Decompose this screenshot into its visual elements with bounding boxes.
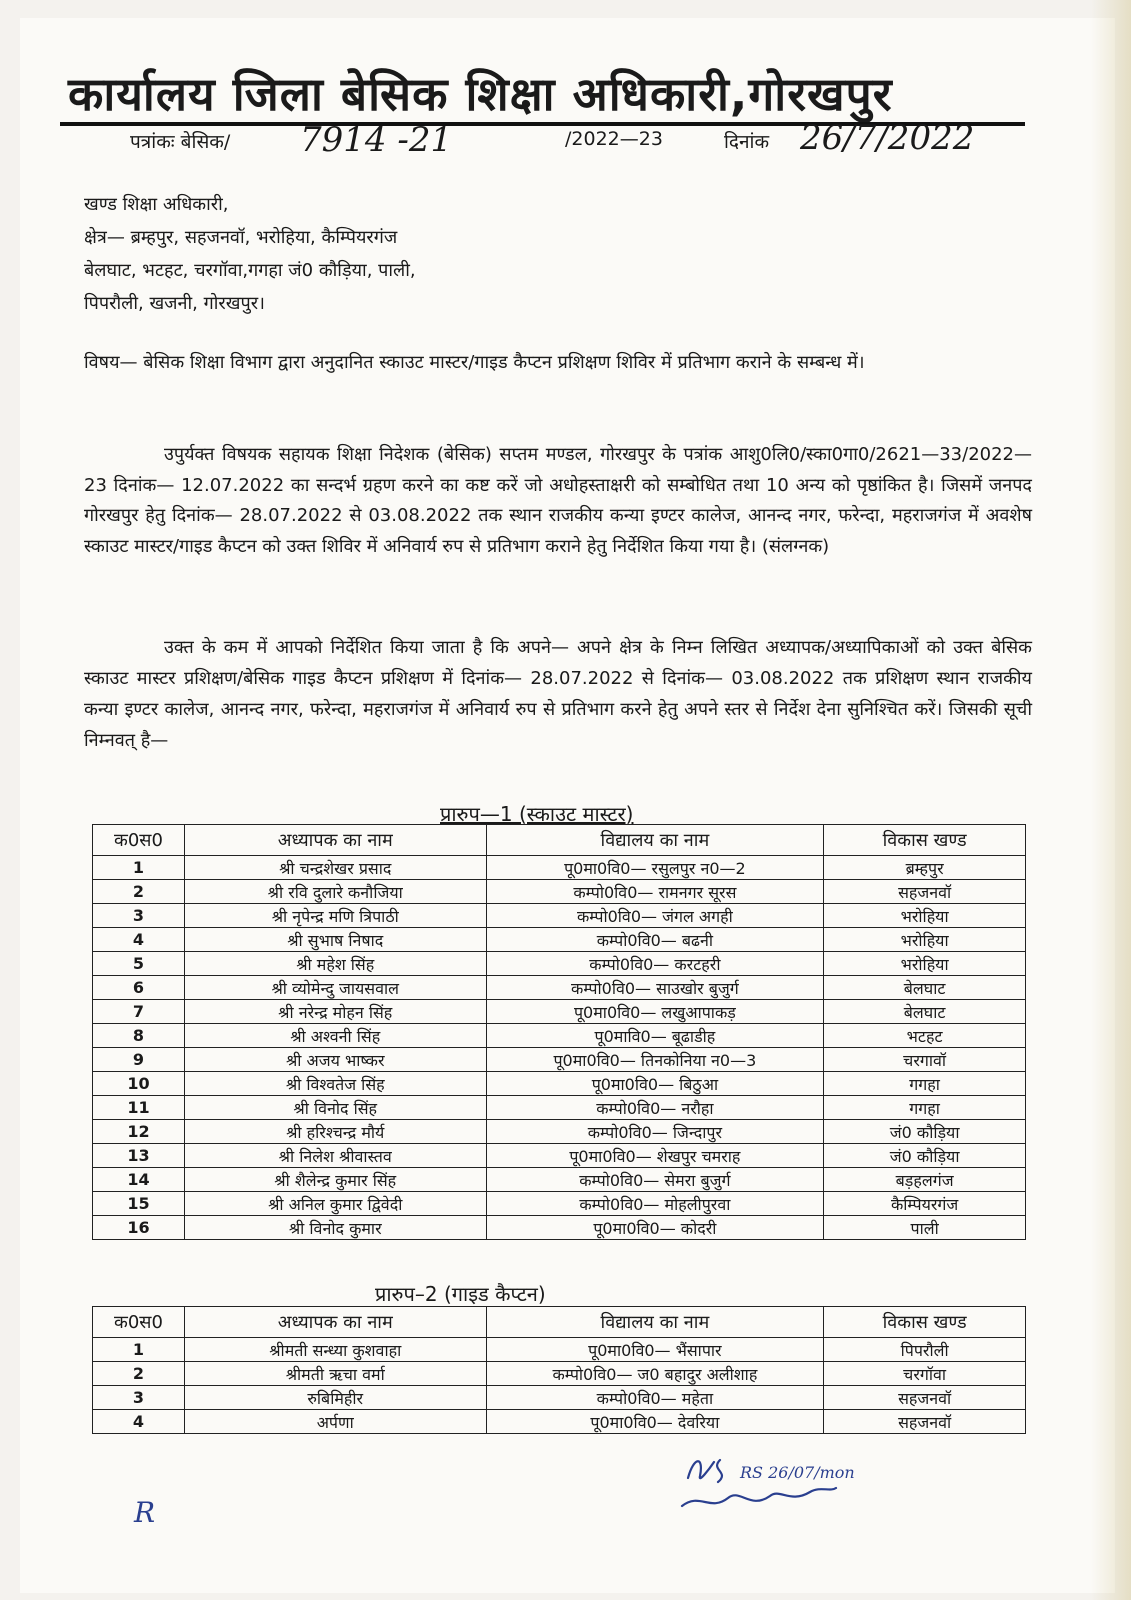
- school-name-cell: पू0मा0वि0— रसुलपुर न0—2: [486, 856, 824, 880]
- teacher-name-cell: अर्पणा: [184, 1410, 486, 1434]
- block-cell: बेलघाट: [824, 1000, 1026, 1024]
- table2-header-cell: क0स0: [93, 1307, 185, 1338]
- table1-header-cell: क0स0: [93, 825, 185, 856]
- block-cell: ब्रम्हपुर: [824, 856, 1026, 880]
- mark-text: R: [134, 1496, 156, 1529]
- table-row: [93, 928, 1026, 952]
- table-row: [93, 1072, 1026, 1096]
- page-edge-shade: [1091, 0, 1131, 1600]
- block-cell: सहजनवॉ: [824, 1386, 1026, 1410]
- school-name-cell: पू0मा0वि0— बिठुआ: [486, 1072, 824, 1096]
- table2-header-row: [93, 1307, 1026, 1338]
- block-cell: बड़हलगंज: [824, 1168, 1026, 1192]
- teacher-name-cell: श्री अश्वनी सिंह: [184, 1024, 486, 1048]
- school-name-cell: कम्पो0वि0— महेता: [486, 1386, 824, 1410]
- school-name-cell: कम्पो0वि0— ज0 बहादुर अलीशाह: [486, 1362, 824, 1386]
- school-name-cell: पू0मा0वि0— तिनकोनिया न0—3: [486, 1048, 824, 1072]
- ref-label: पत्रांकः बेसिक/: [130, 131, 231, 153]
- block-cell: कैम्पियरगंज: [824, 1192, 1026, 1216]
- school-name-cell: कम्पो0वि0— रामनगर सूरस: [486, 880, 824, 904]
- teacher-name-cell: श्री व्योमेन्दु जायसवाल: [184, 976, 486, 1000]
- serial-cell: 4: [93, 928, 185, 952]
- teacher-name-cell: श्री विश्वतेज सिंह: [184, 1072, 486, 1096]
- school-name-cell: पू0मा0वि0— लखुआपाकड़: [486, 1000, 824, 1024]
- teacher-name-cell: श्री नृपेन्द्र मणि त्रिपाठी: [184, 904, 486, 928]
- handwritten-signature: [680, 1448, 855, 1518]
- serial-cell: 15: [93, 1192, 185, 1216]
- serial-cell: 4: [93, 1410, 185, 1434]
- serial-cell: 3: [93, 904, 185, 928]
- table-row: [93, 1168, 1026, 1192]
- table-row: [93, 952, 1026, 976]
- serial-cell: 10: [93, 1072, 185, 1096]
- table1-header-cell: विकास खण्ड: [824, 825, 1026, 856]
- guide-captain-table: [92, 1306, 1026, 1434]
- body-paragraph-1: उपुर्यक्त विषयक सहायक शिक्षा निदेशक (बेसिक) सप्तम मण्डल, गोरखपुर के पत्रांक आशु0लि0/स्का0गा0/2621—33/2022—23 दिनांक— 12.07.2022 का सन्दर्भ ग्रहण करने का कष्ट करें जो अधोहस्ताक्षरी को सम्बोधित तथा 10 अन्य को पृष्ठांकित है। जिसमें जनपद गोरखपुर हेतु दिनांक— 28.07.2022 से 03.08.2022 तक स्थान राजकीय कन्या इण्टर कालेज, आनन्द नगर, फरेन्दा, महराजगंज में अवशेष स्काउट मास्टर/गाइड कैप्टन को उक्त शिविर में अनिवार्य रुप से प्रतिभाग कराने हेतु निर्देशित किया गया है। (संलग्नक): [84, 444, 1032, 557]
- block-cell: सहजनवॉ: [824, 1410, 1026, 1434]
- school-name-cell: पू0मा0वि0— शेखपुर चमराह: [486, 1144, 824, 1168]
- school-name-cell: पू0मा0वि0— देवरिया: [486, 1410, 824, 1434]
- subject-paragraph: विषय— बेसिक शिक्षा विभाग द्वारा अनुदानित स्काउट मास्टर/गाइड कैप्टन प्रशिक्षण शिविर में प्रतिभाग कराने के सम्बन्ध में।: [84, 352, 865, 373]
- teacher-name-cell: श्री विनोद कुमार: [184, 1216, 486, 1240]
- teacher-name-cell: रुबिमिहीर: [184, 1386, 486, 1410]
- table-row: [93, 1120, 1026, 1144]
- school-name-cell: कम्पो0वि0— नरौहा: [486, 1096, 824, 1120]
- serial-cell: 12: [93, 1120, 185, 1144]
- block-cell: भरोहिया: [824, 904, 1026, 928]
- date-label: दिनांक: [724, 131, 770, 153]
- teacher-name-cell: श्री नरेन्द्र मोहन सिंह: [184, 1000, 486, 1024]
- teacher-name-cell: श्रीमती सन्ध्या कुशवाहा: [184, 1338, 486, 1362]
- block-cell: चरगॉवा: [824, 1362, 1026, 1386]
- table-row: [93, 976, 1026, 1000]
- address-line-1: खण्ड शिक्षा अधिकारी,: [84, 194, 229, 215]
- teacher-name-cell: श्री रवि दुलारे कनौजिया: [184, 880, 486, 904]
- school-name-cell: पू0मा0वि0— कोदरी: [486, 1216, 824, 1240]
- block-cell: भरोहिया: [824, 928, 1026, 952]
- ref-session: /2022—23: [565, 128, 663, 150]
- serial-cell: 11: [93, 1096, 185, 1120]
- block-cell: बेलघाट: [824, 976, 1026, 1000]
- block-cell: सहजनवॉ: [824, 880, 1026, 904]
- block-cell: पिपरौली: [824, 1338, 1026, 1362]
- serial-cell: 13: [93, 1144, 185, 1168]
- teacher-name-cell: श्री हरिश्चन्द्र मौर्य: [184, 1120, 486, 1144]
- table1-header-cell: विद्यालय का नाम: [486, 825, 824, 856]
- block-cell: चरगावॉ: [824, 1048, 1026, 1072]
- serial-cell: 8: [93, 1024, 185, 1048]
- date-handwritten: 26/7/2022: [800, 118, 975, 158]
- school-name-cell: पू0मा0वि0— भैंसापार: [486, 1338, 824, 1362]
- teacher-name-cell: श्री सुभाष निषाद: [184, 928, 486, 952]
- table-row: [93, 904, 1026, 928]
- serial-cell: 2: [93, 1362, 185, 1386]
- serial-cell: 5: [93, 952, 185, 976]
- serial-cell: 2: [93, 880, 185, 904]
- table-row: [93, 1216, 1026, 1240]
- teacher-name-cell: श्री चन्द्रशेखर प्रसाद: [184, 856, 486, 880]
- school-name-cell: कम्पो0वि0— मोहलीपुरवा: [486, 1192, 824, 1216]
- table1-header-cell: अध्यापक का नाम: [184, 825, 486, 856]
- table-row: [93, 880, 1026, 904]
- table-row: [93, 856, 1026, 880]
- table-row: [93, 1000, 1026, 1024]
- school-name-cell: कम्पो0वि0— साउखोर बुजुर्ग: [486, 976, 824, 1000]
- teacher-name-cell: श्री अजय भाष्कर: [184, 1048, 486, 1072]
- office-title: कार्यालय जिला बेसिक शिक्षा अधिकारी,गोरखपुर: [68, 67, 893, 121]
- school-name-cell: पू0मावि0— बूढाडीह: [486, 1024, 824, 1048]
- table-row: [93, 1048, 1026, 1072]
- address-line-2: क्षेत्र— ब्रम्हपुर, सहजनवॉ, भरोहिया, कैम्पियरगंज: [84, 227, 398, 248]
- school-name-cell: कम्पो0वि0— सेमरा बुजुर्ग: [486, 1168, 824, 1192]
- block-cell: जं0 कौड़िया: [824, 1120, 1026, 1144]
- ref-number-handwritten: 7914 -21: [300, 120, 453, 160]
- school-name-cell: कम्पो0वि0— जंगल अगही: [486, 904, 824, 928]
- table1-caption: प्रारुप—1 (स्काउट मास्टर): [440, 802, 634, 826]
- block-cell: भटहट: [824, 1024, 1026, 1048]
- table2-header-cell: अध्यापक का नाम: [184, 1307, 486, 1338]
- serial-cell: 16: [93, 1216, 185, 1240]
- table1-header-row: [93, 825, 1026, 856]
- block-cell: गगहा: [824, 1072, 1026, 1096]
- serial-cell: 1: [93, 1338, 185, 1362]
- teacher-name-cell: श्री विनोद सिंह: [184, 1096, 486, 1120]
- scout-master-table: [92, 824, 1026, 1240]
- table-row: [93, 1362, 1026, 1386]
- serial-cell: 6: [93, 976, 185, 1000]
- table2-header-cell: विकास खण्ड: [824, 1307, 1026, 1338]
- table-row: [93, 1024, 1026, 1048]
- table2-header-cell: विद्यालय का नाम: [486, 1307, 824, 1338]
- school-name-cell: कम्पो0वि0— बढनी: [486, 928, 824, 952]
- table-row: [93, 1144, 1026, 1168]
- serial-cell: 9: [93, 1048, 185, 1072]
- table-row: [93, 1338, 1026, 1362]
- address-line-4: पिपरौली, खजनी, गोरखपुर।: [84, 293, 265, 314]
- signature-text: RS 26/07/mon: [740, 1463, 855, 1482]
- table-row: [93, 1386, 1026, 1410]
- table-row: [93, 1410, 1026, 1434]
- table-row: [93, 1192, 1026, 1216]
- serial-cell: 3: [93, 1386, 185, 1410]
- serial-cell: 7: [93, 1000, 185, 1024]
- school-name-cell: कम्पो0वि0— करटहरी: [486, 952, 824, 976]
- teacher-name-cell: श्री महेश सिंह: [184, 952, 486, 976]
- address-line-3: बेलघाट, भटहट, चरगॉवा,गगहा जं0 कौड़िया, पाली,: [84, 260, 416, 281]
- block-cell: गगहा: [824, 1096, 1026, 1120]
- serial-cell: 1: [93, 856, 185, 880]
- block-cell: जं0 कौड़िया: [824, 1144, 1026, 1168]
- table-row: [93, 1096, 1026, 1120]
- block-cell: पाली: [824, 1216, 1026, 1240]
- table2-caption: प्रारुप–2 (गाइड कैप्टन): [375, 1282, 546, 1306]
- school-name-cell: कम्पो0वि0— जिन्दापुर: [486, 1120, 824, 1144]
- teacher-name-cell: श्रीमती ऋचा वर्मा: [184, 1362, 486, 1386]
- handwritten-mark: [132, 1490, 162, 1530]
- block-cell: भरोहिया: [824, 952, 1026, 976]
- teacher-name-cell: श्री शैलेन्द्र कुमार सिंह: [184, 1168, 486, 1192]
- teacher-name-cell: श्री अनिल कुमार द्विवेदी: [184, 1192, 486, 1216]
- serial-cell: 14: [93, 1168, 185, 1192]
- body-paragraph-2: उक्त के कम में आपको निर्देशित किया जाता है कि अपने— अपने क्षेत्र के निम्न लिखित अध्यापक/अध्यापिकाओं को उक्त बेसिक स्काउट मास्टर प्रशिक्षण/बेसिक गाइड कैप्टन प्रशिक्षण में दिनांक— 28.07.2022 से दिनांक— 03.08.2022 तक प्रशिक्षण स्थान राजकीय कन्या इण्टर कालेज, आनन्द नगर, फरेन्दा, महराजगंज में अनिवार्य रुप से प्रतिभाग करने हेतु अपने स्तर से निर्देश देना सुनिश्चित करें। जिसकी सूची निम्नवत् है—: [84, 637, 1032, 751]
- teacher-name-cell: श्री निलेश श्रीवास्तव: [184, 1144, 486, 1168]
